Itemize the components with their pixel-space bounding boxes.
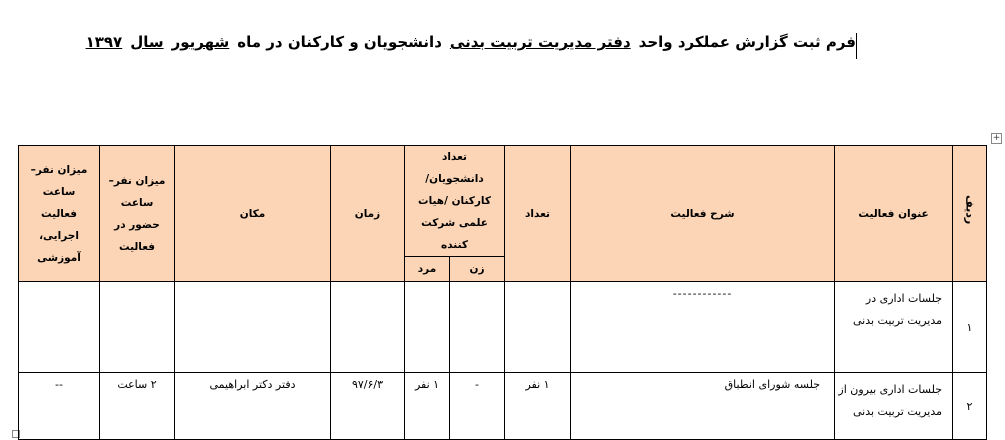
header-male: مرد [405, 257, 450, 282]
row-place[interactable]: دفتر دکتر ابراهیمی [175, 373, 331, 440]
header-hours-execution: میزان نفر– ساعت فعالیت اجرایی، آموزشی [19, 146, 100, 282]
header-female: زن [450, 257, 505, 282]
row-place[interactable] [175, 282, 331, 373]
header-row-num: ردیف [953, 146, 987, 282]
row-activity-desc[interactable]: ------------ [571, 282, 835, 373]
header-activity-desc: شرح فعالیت [571, 146, 835, 282]
row-male[interactable]: ۱ نفر [405, 373, 450, 440]
table-row [19, 282, 987, 373]
row-hours-execution[interactable] [19, 282, 100, 373]
row-male[interactable] [405, 282, 450, 373]
report-table [18, 145, 987, 440]
header-time: زمان [331, 146, 405, 282]
row-time[interactable] [331, 282, 405, 373]
title-prefix: فرم ثبت گزارش عملکرد واحد [638, 33, 856, 51]
header-activity-title: عنوان فعالیت [835, 146, 953, 282]
row-count[interactable] [505, 282, 571, 373]
title-unit: دفتر مدیریت تربیت بدنی [449, 33, 631, 51]
header-row [19, 146, 987, 257]
row-activity-title[interactable]: جلسات اداری بیرون از مدیریت تربیت بدنی [835, 373, 953, 440]
row-female[interactable] [450, 282, 505, 373]
header-hours-attendance: میزان نفر– ساعت حضور در فعالیت [100, 146, 175, 282]
row-time[interactable]: ۹۷/۶/۳ [331, 373, 405, 440]
row-number: ۲ [953, 373, 987, 440]
title-month: شهریور [171, 33, 230, 51]
table-row [19, 373, 987, 440]
row-activity-title[interactable]: جلسات اداری در مدیریت تربیت بدنی [835, 282, 953, 373]
row-count[interactable]: ۱ نفر [505, 373, 571, 440]
row-female[interactable]: - [450, 373, 505, 440]
row-activity-desc[interactable]: جلسه شورای انطباق [571, 373, 835, 440]
header-participants: تعداد دانشجویان/ کارکنان /هیات علمی شرکت کننده [405, 146, 505, 257]
form-title [85, 33, 857, 59]
header-count: تعداد [505, 146, 571, 282]
move-cross-icon[interactable]: + [992, 133, 1001, 143]
title-year-label: سال [130, 33, 164, 51]
title-year: ۱۳۹۷ [85, 33, 123, 51]
row-hours-execution[interactable]: -- [19, 373, 100, 440]
row-number: ۱ [953, 282, 987, 373]
row-hours-attendance[interactable] [100, 282, 175, 373]
header-place: مکان [175, 146, 331, 282]
row-hours-attendance[interactable]: ۲ ساعت [100, 373, 175, 440]
title-middle: دانشجویان و کارکنان در ماه [237, 33, 442, 51]
